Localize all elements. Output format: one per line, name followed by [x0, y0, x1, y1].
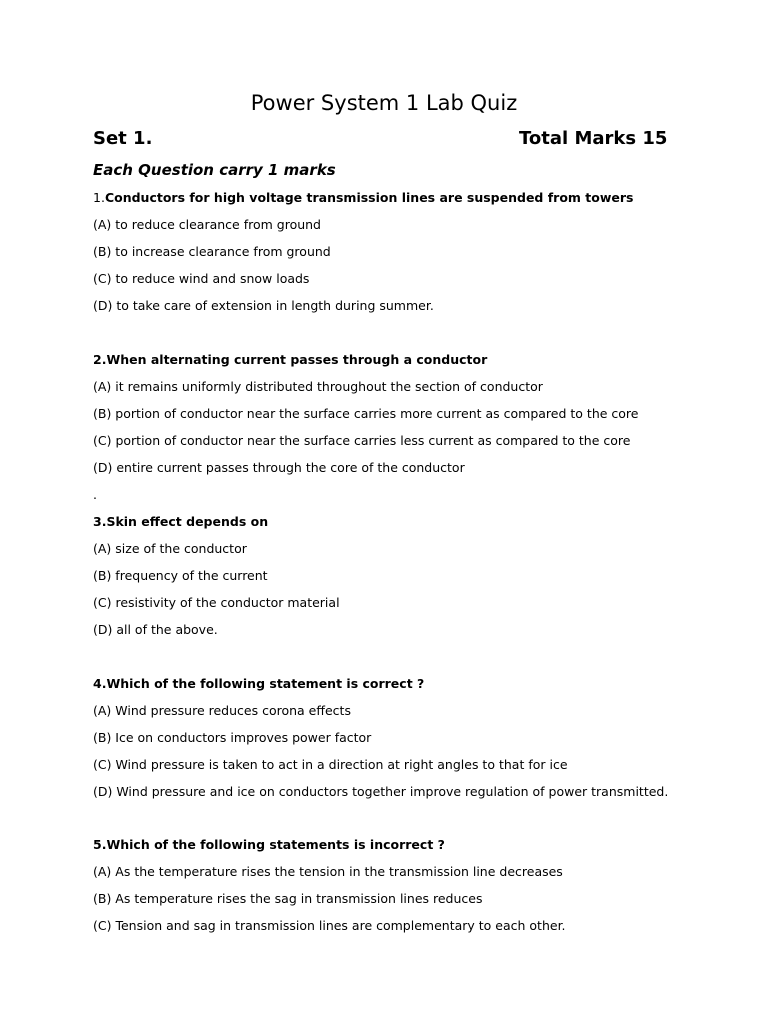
question-4-option-a: (A) Wind pressure reduces corona effects [93, 703, 351, 718]
question-2-option-d: (D) entire current passes through the core of the conductor [93, 460, 465, 475]
question-3-option-b: (B) frequency of the current [93, 568, 268, 583]
question-1-option-b: (B) to increase clearance from ground [93, 244, 331, 259]
question-4-option-d: (D) Wind pressure and ice on conductors together improve regulation of power transmitted. [93, 784, 669, 799]
question-5: 5.Which of the following statements is incorrect ? [93, 837, 445, 852]
question-1-option-d: (D) to take care of extension in length during summer. [93, 298, 434, 313]
question-1 [93, 188, 634, 208]
question-4: 4.Which of the following statement is correct ? [93, 676, 425, 691]
question-3: 3.Skin effect depends on [93, 514, 269, 529]
question-1-text: Conductors for high voltage transmission lines are suspended from towers [104, 190, 634, 205]
question-3-option-c: (C) resistivity of the conductor material [93, 595, 340, 610]
set-label: Set 1. [93, 128, 153, 149]
question-3-option-d: (D) all of the above. [93, 622, 218, 637]
question-3-option-a: (A) size of the conductor [93, 541, 247, 556]
question-5-option-a: (A) As the temperature rises the tension in the transmission line decreases [93, 864, 563, 879]
stray-period: . [93, 487, 97, 502]
question-4-option-b: (B) Ice on conductors improves power factor [93, 730, 372, 745]
total-marks: Total Marks 15 [519, 128, 668, 149]
page-title: Power System 1 Lab Quiz [250, 91, 518, 115]
question-5-option-c: (C) Tension and sag in transmission lines are complementary to each other. [93, 918, 566, 933]
question-2-option-c: (C) portion of conductor near the surface carries less current as compared to the core [93, 433, 631, 448]
question-5-option-b: (B) As temperature rises the sag in transmission lines reduces [93, 891, 483, 906]
question-2-option-a: (A) it remains uniformly distributed throughout the section of conductor [93, 379, 543, 394]
question-1-option-a: (A) to reduce clearance from ground [93, 217, 321, 232]
question-2-option-b: (B) portion of conductor near the surface carries more current as compared to the core [93, 406, 639, 421]
question-1-number: 1. [93, 190, 105, 205]
question-2: 2.When alternating current passes through a conductor [93, 352, 488, 367]
marks-instruction: Each Question carry 1 marks [93, 161, 336, 179]
question-1-option-c: (C) to reduce wind and snow loads [93, 271, 310, 286]
question-4-option-c: (C) Wind pressure is taken to act in a direction at right angles to that for ice [93, 757, 568, 772]
